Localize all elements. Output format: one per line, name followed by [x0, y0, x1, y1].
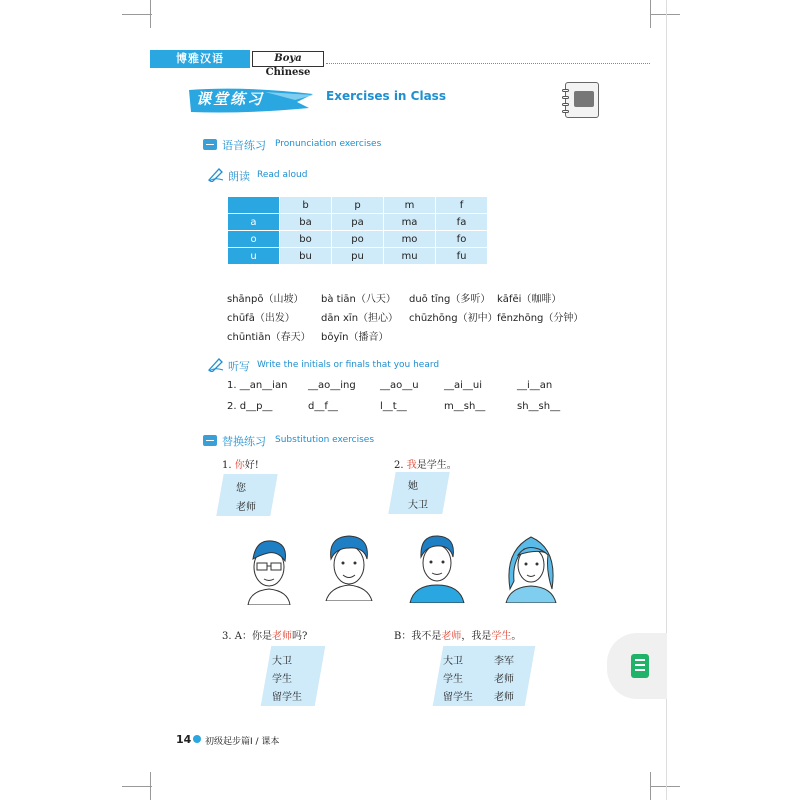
young-woman-illustration	[500, 531, 562, 603]
dictation-item: __ai__ui	[444, 380, 483, 391]
crop-mark	[122, 786, 152, 787]
section-icon	[203, 435, 217, 446]
document-icon[interactable]	[631, 654, 649, 678]
table-header-cell: f	[436, 197, 488, 214]
series-title-en: Boya Chinese	[252, 51, 324, 67]
pinyin-word: kāfēi（咖啡）	[497, 294, 562, 305]
section-icon	[203, 139, 217, 150]
table-row-header: o	[228, 231, 280, 248]
table-header-cell: m	[384, 197, 436, 214]
pinyin-word: dān xīn（担心）	[321, 313, 399, 324]
table-cell: ba	[280, 214, 332, 231]
section-title-en: Pronunciation exercises	[275, 139, 382, 149]
footer-book-title: 初级起步篇Ⅰ / 课本	[205, 737, 280, 747]
option-text: 老师	[494, 692, 514, 703]
banner-title-zh: 课堂练习	[196, 90, 265, 108]
dictation-item: m__sh__	[444, 401, 486, 412]
exercise-3b-sentence: B：我不是老师，我是学生。	[394, 631, 522, 642]
dictation-item: d__f__	[308, 401, 338, 412]
option-text: 李军	[494, 656, 514, 667]
table-cell: pa	[332, 214, 384, 231]
dictation-item: __i__an	[517, 380, 553, 391]
crop-mark	[650, 786, 680, 787]
man-with-glasses-illustration	[238, 535, 300, 605]
dictation-item: 2. d__p__	[227, 401, 273, 412]
option-text: 大卫	[272, 656, 292, 667]
table-cell: fu	[436, 248, 488, 265]
dictation-title-en: Write the initials or finals that you heard	[257, 360, 440, 370]
section-title-zh: 语音练习	[222, 139, 266, 152]
table-cell: bu	[280, 248, 332, 265]
read-aloud-en: Read aloud	[257, 170, 308, 180]
pinyin-word: duō tīng（多听）	[409, 294, 491, 305]
dictation-title-zh: 听写	[228, 360, 250, 373]
table-header-cell: p	[332, 197, 384, 214]
section-title-zh: 替换练习	[222, 435, 266, 448]
table-cell: fo	[436, 231, 488, 248]
syllable-table	[227, 196, 488, 265]
banner-title-en: Exercises in Class	[326, 89, 446, 103]
table-cell: ma	[384, 214, 436, 231]
option-text: 老师	[494, 674, 514, 685]
curly-hair-man-illustration	[318, 531, 380, 601]
option-text: 学生	[272, 674, 292, 685]
table-cell: pu	[332, 248, 384, 265]
dictation-item: 1. __an__ian	[227, 380, 288, 391]
table-header-cell	[228, 197, 280, 214]
option-text: 她	[408, 481, 418, 492]
crop-mark	[650, 14, 680, 15]
table-cell: mo	[384, 231, 436, 248]
header-divider	[326, 63, 650, 64]
table-header-cell: b	[280, 197, 332, 214]
dictation-item: sh__sh__	[517, 401, 561, 412]
young-man-illustration	[406, 531, 468, 603]
dictation-item: __ao__ing	[308, 380, 356, 391]
pinyin-word: chūfā（出发）	[227, 313, 295, 324]
section-title-en: Substitution exercises	[275, 435, 375, 445]
table-cell: mu	[384, 248, 436, 265]
table-row-header: a	[228, 214, 280, 231]
exercise-2-sentence: 2. 我是学生。	[394, 460, 457, 471]
option-text: 您	[236, 483, 246, 494]
option-text: 老师	[236, 502, 256, 513]
series-title-zh: 博雅汉语	[150, 50, 250, 68]
page-number: 14	[176, 733, 192, 746]
option-text: 大卫	[443, 656, 463, 667]
exercise-1-sentence: 1. 你好!	[222, 460, 259, 471]
table-cell: bo	[280, 231, 332, 248]
notebook-icon	[565, 82, 599, 118]
pencil-icon	[207, 356, 225, 372]
pinyin-word: fēnzhōng（分钟）	[497, 313, 584, 324]
pinyin-word: chūzhōng（初中）	[409, 313, 498, 324]
table-cell: po	[332, 231, 384, 248]
dictation-item: l__t__	[380, 401, 407, 412]
dictation-item: __ao__u	[380, 380, 419, 391]
pencil-icon	[207, 166, 225, 182]
option-text: 留学生	[443, 692, 473, 703]
exercise-3a-sentence: 3. A：你是老师吗?	[222, 631, 308, 642]
table-row-header: u	[228, 248, 280, 265]
pinyin-word: shānpō（山坡）	[227, 294, 304, 305]
pinyin-word: bōyīn（播音）	[321, 332, 389, 343]
table-cell: fa	[436, 214, 488, 231]
pinyin-word: chūntiān（春天）	[227, 332, 311, 343]
read-aloud-zh: 朗读	[228, 170, 250, 183]
option-text: 留学生	[272, 692, 302, 703]
pinyin-word: bà tiān（八天）	[321, 294, 396, 305]
crop-mark	[122, 14, 152, 15]
option-text: 学生	[443, 674, 463, 685]
option-text: 大卫	[408, 500, 428, 511]
footer-dot	[193, 735, 201, 743]
